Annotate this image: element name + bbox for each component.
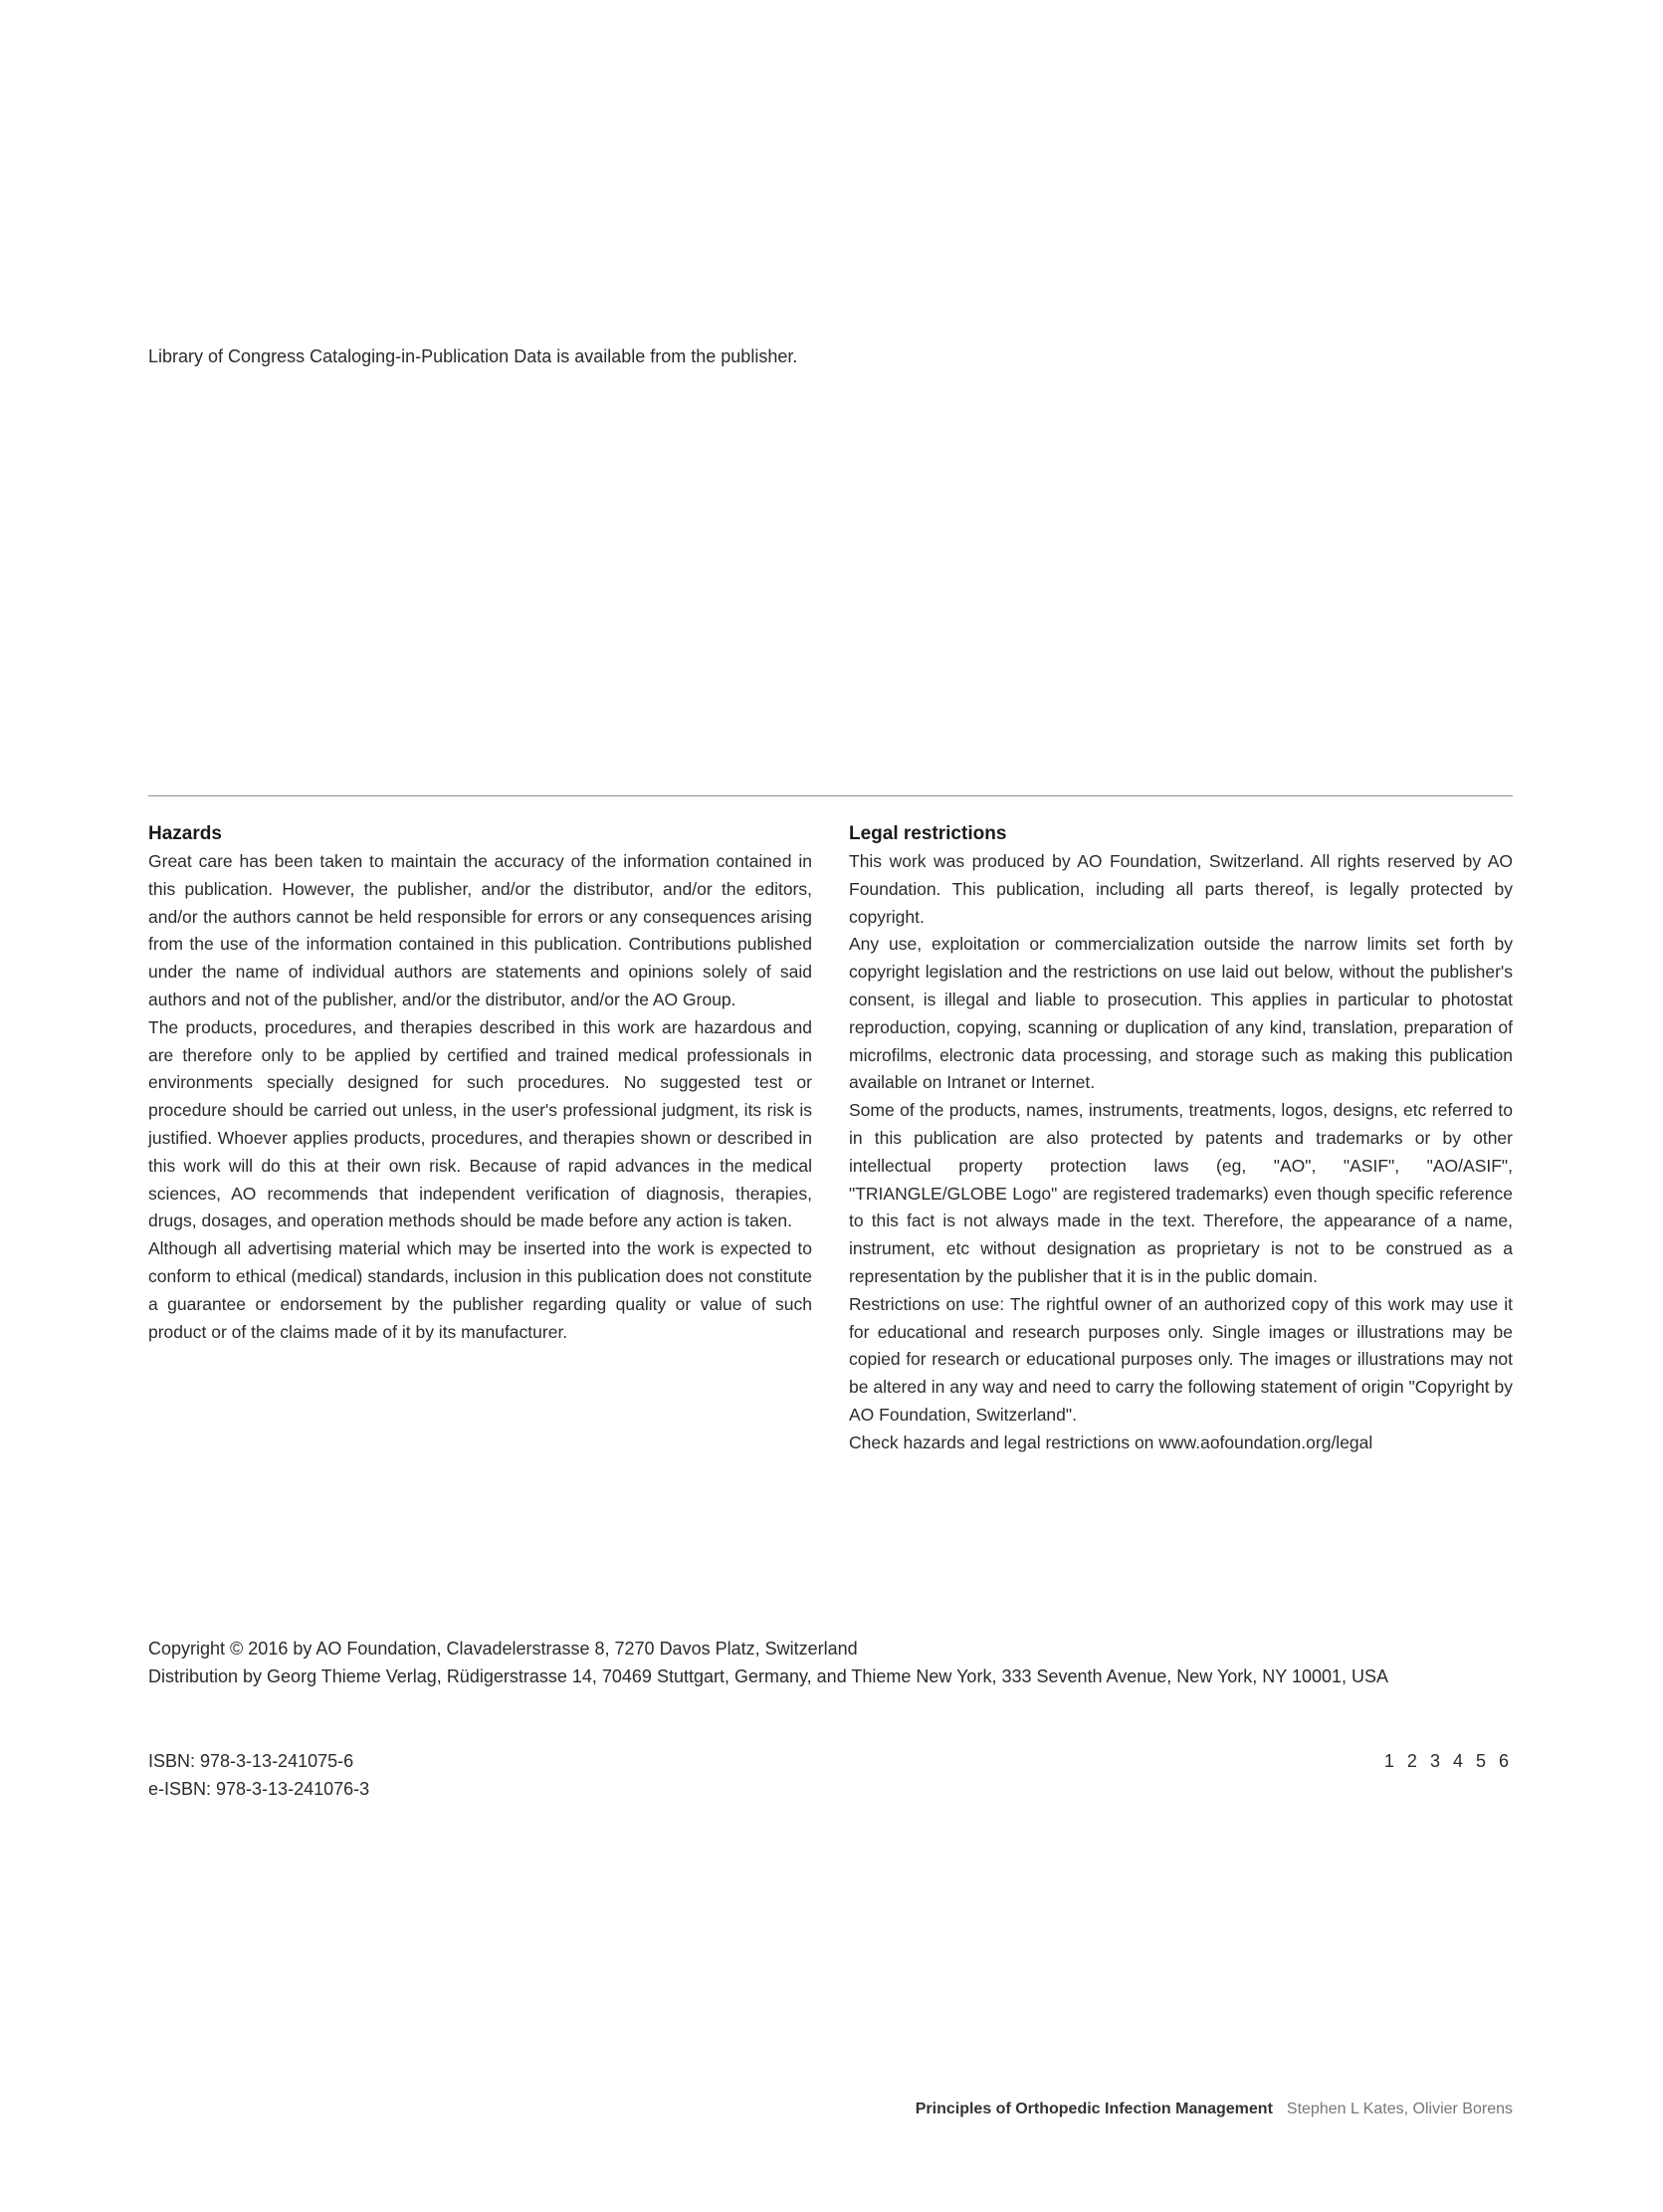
- legal-paragraph: Any use, exploitation or commercialization outside the narrow limits set forth by copyright legislation and the restrictions on use laid out below, without the publisher's consent, is illegal and liable to prosecution. This applies in particular to photostat reproduction, copying, scanning or duplication of any kind, translation, preparation of microfilms, electronic data processing, and storage such as making this publication available on Intranet or Internet.: [849, 934, 1513, 1093]
- copyright-block: [148, 1635, 1522, 1690]
- legal-restrictions-section: [849, 820, 1513, 1457]
- legal-paragraph: Some of the products, names, instruments, treatments, logos, designs, etc referred to in this publication are also protected by patents and trademarks or by other intellectual property protection laws (eg, "AO", "ASIF", "AO/ASIF", "TRIANGLE/GLOBE Logo" are registered trademarks) even though specific reference to this fact is not always made in the text. Therefore, the appearance of a name, instrument, etc without designation as proprietary is not to be construed as a representation by the publisher that it is in the public domain.: [849, 1100, 1513, 1286]
- print-run-numbers: 1 2 3 4 5 6: [1383, 1751, 1513, 1771]
- hazards-heading: Hazards: [148, 823, 222, 844]
- hazards-section: [148, 820, 812, 1346]
- book-title: Principles of Orthopedic Infection Management: [915, 2101, 1273, 2117]
- isbn-electronic: e-ISBN: 978-3-13-241076-3: [148, 1779, 370, 1799]
- hazards-paragraph: Although all advertising material which may be inserted into the work is expected to conform to ethical (medical) standards, inclusion in this publication does not constitute a guarantee or endorsement by the publisher regarding quality or value of such product or of the claims made of it by its manufacturer.: [148, 1238, 812, 1342]
- legal-restrictions-heading: Legal restrictions: [849, 823, 1007, 844]
- isbn-print: ISBN: 978-3-13-241075-6: [148, 1751, 354, 1771]
- section-divider: [148, 795, 1513, 796]
- book-authors: Stephen L Kates, Olivier Borens: [1286, 2101, 1513, 2117]
- copyright-line: Copyright © 2016 by AO Foundation, Clavadelerstrasse 8, 7270 Davos Platz, Switzerland: [148, 1639, 858, 1659]
- running-footer: [916, 2098, 1513, 2121]
- hazards-paragraph: Great care has been taken to maintain the accuracy of the information contained in this publication. However, the publisher, and/or the distributor, and/or the editors, and/or the authors cannot be held responsible for errors or any consequences arising from the use of the information contained in this publication. Contributions published under the name of individual authors are statements and opinions solely of said authors and not of the publisher, and/or the distributor, and/or the AO Group.: [148, 851, 812, 1009]
- distribution-line: Distribution by Georg Thieme Verlag, Rüdigerstrasse 14, 70469 Stuttgart, Germany, and Thieme New York, 333 Seventh Avenue, New York, NY 10001, USA: [148, 1666, 1389, 1686]
- legal-paragraph: Check hazards and legal restrictions on www.aofoundation.org/legal: [849, 1432, 1373, 1452]
- legal-paragraph: This work was produced by AO Foundation, Switzerland. All rights reserved by AO Foundation. This publication, including all parts thereof, is legally protected by copyright.: [849, 851, 1513, 927]
- cip-note: Library of Congress Cataloging-in-Publication Data is available from the publisher.: [148, 346, 798, 366]
- hazards-paragraph: The products, procedures, and therapies described in this work are hazardous and are therefore only to be applied by certified and trained medical professionals in environments specially designed for such procedures. No suggested test or procedure should be carried out unless, in the user's professional judgment, its risk is justified. Whoever applies products, procedures, and therapies shown or described in this work will do this at their own risk. Because of rapid advances in the medical sciences, AO recommends that independent verification of diagnosis, therapies, drugs, dosages, and operation methods should be made before any action is taken.: [148, 1016, 812, 1231]
- legal-paragraph: Restrictions on use: The rightful owner of an authorized copy of this work may use it for educational and research purposes only. Single images or illustrations may be copied for research or educational purposes only. The images or illustrations may not be altered in any way and need to carry the following statement of origin "Copyright by AO Foundation, Switzerland".: [849, 1293, 1513, 1425]
- isbn-block: [148, 1747, 646, 1803]
